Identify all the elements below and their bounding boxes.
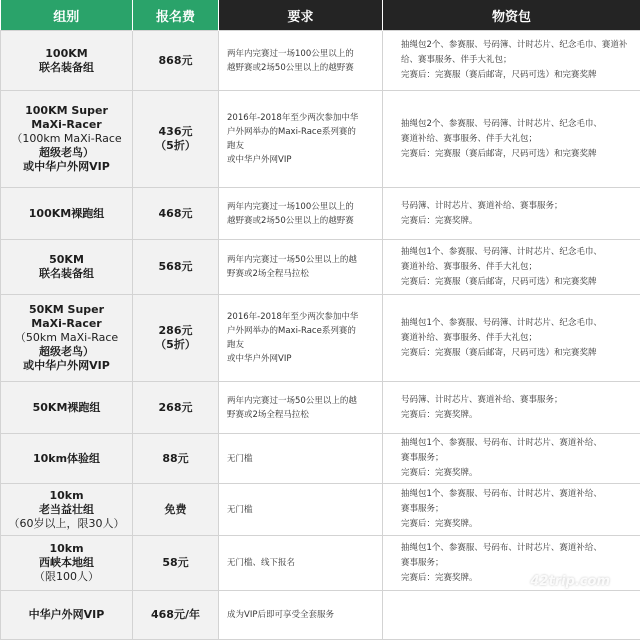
fee-cell-line: 58元 bbox=[133, 556, 218, 570]
kit-cell-line: 完赛后：完赛服（赛后邮寄，尺码可选）和完赛奖牌 bbox=[401, 147, 636, 162]
kit-cell bbox=[383, 188, 640, 240]
header-requirement: 要求 bbox=[219, 0, 383, 31]
table-row bbox=[1, 591, 640, 640]
requirement-cell-line: 户外网举办的Maxi-Race系列赛的 bbox=[227, 125, 378, 139]
table-row bbox=[1, 91, 640, 188]
group-name-cell-line: 10km bbox=[1, 542, 132, 556]
group-name-cell-line: MaXi-Racer bbox=[1, 317, 132, 331]
fee-cell bbox=[133, 591, 219, 640]
group-name-cell-line: 100KM Super bbox=[1, 104, 132, 118]
requirement-cell bbox=[219, 31, 383, 91]
requirement-cell-line: 户外网举办的Maxi-Race系列赛的 bbox=[227, 324, 378, 338]
kit-cell-line: 赛事服务； bbox=[401, 451, 636, 466]
header-row bbox=[1, 0, 640, 31]
kit-cell bbox=[383, 484, 640, 536]
requirement-cell-line: 或中华户外网VIP bbox=[227, 352, 378, 366]
table-row bbox=[1, 295, 640, 382]
group-name-cell bbox=[1, 591, 133, 640]
fee-cell-line: （5折） bbox=[133, 338, 218, 352]
group-name-cell-line: 或中华户外网VIP bbox=[1, 359, 132, 373]
kit-cell-line: 抽绳包1个、参赛服、号码布、计时芯片、赛道补给、 bbox=[401, 487, 636, 502]
kit-cell bbox=[383, 591, 640, 640]
requirement-cell bbox=[219, 484, 383, 536]
fee-cell bbox=[133, 484, 219, 536]
group-name-cell-line: 或中华户外网VIP bbox=[1, 160, 132, 174]
requirement-cell bbox=[219, 434, 383, 484]
group-name-cell bbox=[1, 295, 133, 382]
fee-cell-line: 88元 bbox=[133, 452, 218, 466]
requirement-cell bbox=[219, 188, 383, 240]
table-row bbox=[1, 484, 640, 536]
kit-cell bbox=[383, 295, 640, 382]
group-name-cell-line: （60岁以上，限30人） bbox=[1, 517, 132, 531]
table-row bbox=[1, 240, 640, 295]
requirement-cell-line: 跑友 bbox=[227, 139, 378, 153]
requirement-cell-line: 两年内完赛过一场50公里以上的越 bbox=[227, 394, 378, 408]
fee-cell bbox=[133, 31, 219, 91]
kit-cell-line: 完赛后：完赛奖牌。 bbox=[401, 408, 636, 423]
group-name-cell-line: 100KM bbox=[1, 47, 132, 61]
header-group: 组别 bbox=[1, 0, 133, 31]
table-row bbox=[1, 31, 640, 91]
requirement-cell-line: 无门槛、线下报名 bbox=[227, 556, 378, 570]
kit-cell-line: 完赛后：完赛奖牌。 bbox=[401, 571, 636, 586]
group-name-cell-line: MaXi-Racer bbox=[1, 118, 132, 132]
kit-cell-line: 赛事服务； bbox=[401, 502, 636, 517]
group-name-cell bbox=[1, 434, 133, 484]
group-name-cell-line: 100KM裸跑组 bbox=[1, 207, 132, 221]
fee-cell-line: 868元 bbox=[133, 54, 218, 68]
kit-cell-line: 完赛后：完赛服（赛后邮寄，尺码可选）和完赛奖牌 bbox=[401, 275, 636, 290]
kit-cell bbox=[383, 31, 640, 91]
group-name-cell-line: 50KM裸跑组 bbox=[1, 401, 132, 415]
kit-cell bbox=[383, 434, 640, 484]
group-name-cell bbox=[1, 382, 133, 434]
requirement-cell-line: 2016年-2018年至少两次参加中华 bbox=[227, 310, 378, 324]
fee-cell bbox=[133, 536, 219, 591]
fee-cell bbox=[133, 240, 219, 295]
kit-cell-line: 给、赛事服务、伴手大礼包； bbox=[401, 53, 636, 68]
group-name-cell bbox=[1, 240, 133, 295]
fee-cell-line: 436元 bbox=[133, 125, 218, 139]
header-fee: 报名费 bbox=[133, 0, 219, 31]
fee-cell-line: 468元 bbox=[133, 207, 218, 221]
requirement-cell-line: 跑友 bbox=[227, 338, 378, 352]
requirement-cell bbox=[219, 91, 383, 188]
kit-cell bbox=[383, 240, 640, 295]
group-name-cell-line: 超级老鸟） bbox=[1, 345, 132, 359]
kit-cell bbox=[383, 382, 640, 434]
requirement-cell-line: 两年内完赛过一场100公里以上的 bbox=[227, 47, 378, 61]
table-row bbox=[1, 434, 640, 484]
group-name-cell bbox=[1, 91, 133, 188]
group-name-cell-line: 联名装备组 bbox=[1, 61, 132, 75]
table-row bbox=[1, 382, 640, 434]
kit-cell-line: 抽绳包1个、参赛服、号码簿、计时芯片、纪念毛巾、 bbox=[401, 316, 636, 331]
group-name-cell bbox=[1, 188, 133, 240]
group-name-cell bbox=[1, 484, 133, 536]
fee-cell bbox=[133, 188, 219, 240]
kit-cell-line: 抽绳包1个、参赛服、号码布、计时芯片、赛道补给、 bbox=[401, 436, 636, 451]
kit-cell-line: 抽绳包1个、参赛服、号码布、计时芯片、赛道补给、 bbox=[401, 541, 636, 556]
fee-cell bbox=[133, 382, 219, 434]
kit-cell-line: 抽绳包1个、参赛服、号码簿、计时芯片、纪念毛巾、 bbox=[401, 245, 636, 260]
kit-cell-line: 赛道补给、赛事服务、伴手大礼包； bbox=[401, 331, 636, 346]
group-name-cell-line: 10km体验组 bbox=[1, 452, 132, 466]
requirement-cell-line: 无门槛 bbox=[227, 452, 378, 466]
requirement-cell bbox=[219, 591, 383, 640]
fee-cell-line: 268元 bbox=[133, 401, 218, 415]
requirement-cell-line: 2016年-2018年至少两次参加中华 bbox=[227, 111, 378, 125]
requirement-cell-line: 越野赛或2场50公里以上的越野赛 bbox=[227, 214, 378, 228]
kit-cell-line: 完赛后：完赛服（赛后邮寄，尺码可选）和完赛奖牌 bbox=[401, 346, 636, 361]
kit-cell-line: 号码簿、计时芯片、赛道补给、赛事服务； bbox=[401, 393, 636, 408]
group-name-cell-line: （50km MaXi-Race bbox=[1, 331, 132, 345]
fee-cell-line: 免费 bbox=[133, 503, 218, 517]
group-name-cell-line: 超级老鸟） bbox=[1, 146, 132, 160]
kit-cell-line: 号码簿、计时芯片、赛道补给、赛事服务； bbox=[401, 199, 636, 214]
fee-cell-line: 286元 bbox=[133, 324, 218, 338]
kit-cell-line: 完赛后：完赛奖牌。 bbox=[401, 466, 636, 481]
fee-cell-line: 568元 bbox=[133, 260, 218, 274]
requirement-cell bbox=[219, 295, 383, 382]
requirement-cell bbox=[219, 382, 383, 434]
requirement-cell-line: 无门槛 bbox=[227, 503, 378, 517]
requirement-cell bbox=[219, 240, 383, 295]
fee-cell-line: 468元/年 bbox=[133, 608, 218, 622]
kit-cell-line: 赛道补给、赛事服务、伴手大礼包； bbox=[401, 260, 636, 275]
kit-cell-line: 完赛后：完赛奖牌。 bbox=[401, 214, 636, 229]
group-name-cell-line: 西峡本地组 bbox=[1, 556, 132, 570]
requirement-cell-line: 或中华户外网VIP bbox=[227, 153, 378, 167]
group-name-cell-line: 联名装备组 bbox=[1, 267, 132, 281]
group-name-cell-line: 10km bbox=[1, 489, 132, 503]
fee-cell-line: （5折） bbox=[133, 139, 218, 153]
group-name-cell bbox=[1, 536, 133, 591]
requirement-cell-line: 野赛或2场全程马拉松 bbox=[227, 408, 378, 422]
header-kit: 物资包 bbox=[383, 0, 640, 31]
kit-cell-line: 赛事服务； bbox=[401, 556, 636, 571]
requirement-cell-line: 两年内完赛过一场50公里以上的越 bbox=[227, 253, 378, 267]
group-name-cell bbox=[1, 31, 133, 91]
fee-cell bbox=[133, 295, 219, 382]
kit-cell-line: 抽绳包2个、参赛服、号码簿、计时芯片、纪念毛巾、赛道补 bbox=[401, 38, 636, 53]
fee-cell bbox=[133, 434, 219, 484]
group-name-cell-line: （限100人） bbox=[1, 570, 132, 584]
kit-cell-line: 赛道补给、赛事服务、伴手大礼包； bbox=[401, 132, 636, 147]
requirement-cell-line: 野赛或2场全程马拉松 bbox=[227, 267, 378, 281]
group-name-cell-line: 老当益壮组 bbox=[1, 503, 132, 517]
kit-cell-line: 抽绳包2个、参赛服、号码簿、计时芯片、纪念毛巾、 bbox=[401, 117, 636, 132]
requirement-cell-line: 越野赛或2场50公里以上的越野赛 bbox=[227, 61, 378, 75]
group-name-cell-line: 50KM bbox=[1, 253, 132, 267]
group-name-cell-line: 中华户外网VIP bbox=[1, 608, 132, 622]
requirement-cell bbox=[219, 536, 383, 591]
kit-cell-line: 完赛后：完赛奖牌。 bbox=[401, 517, 636, 532]
table-row bbox=[1, 188, 640, 240]
group-name-cell-line: 50KM Super bbox=[1, 303, 132, 317]
requirement-cell-line: 成为VIP后即可享受全套服务 bbox=[227, 608, 378, 622]
fee-cell bbox=[133, 91, 219, 188]
group-name-cell-line: （100km MaXi-Race bbox=[1, 132, 132, 146]
watermark: 42trip.com bbox=[530, 574, 610, 589]
kit-cell-line: 完赛后：完赛服（赛后邮寄，尺码可选）和完赛奖牌 bbox=[401, 68, 636, 83]
kit-cell bbox=[383, 91, 640, 188]
requirement-cell-line: 两年内完赛过一场100公里以上的 bbox=[227, 200, 378, 214]
